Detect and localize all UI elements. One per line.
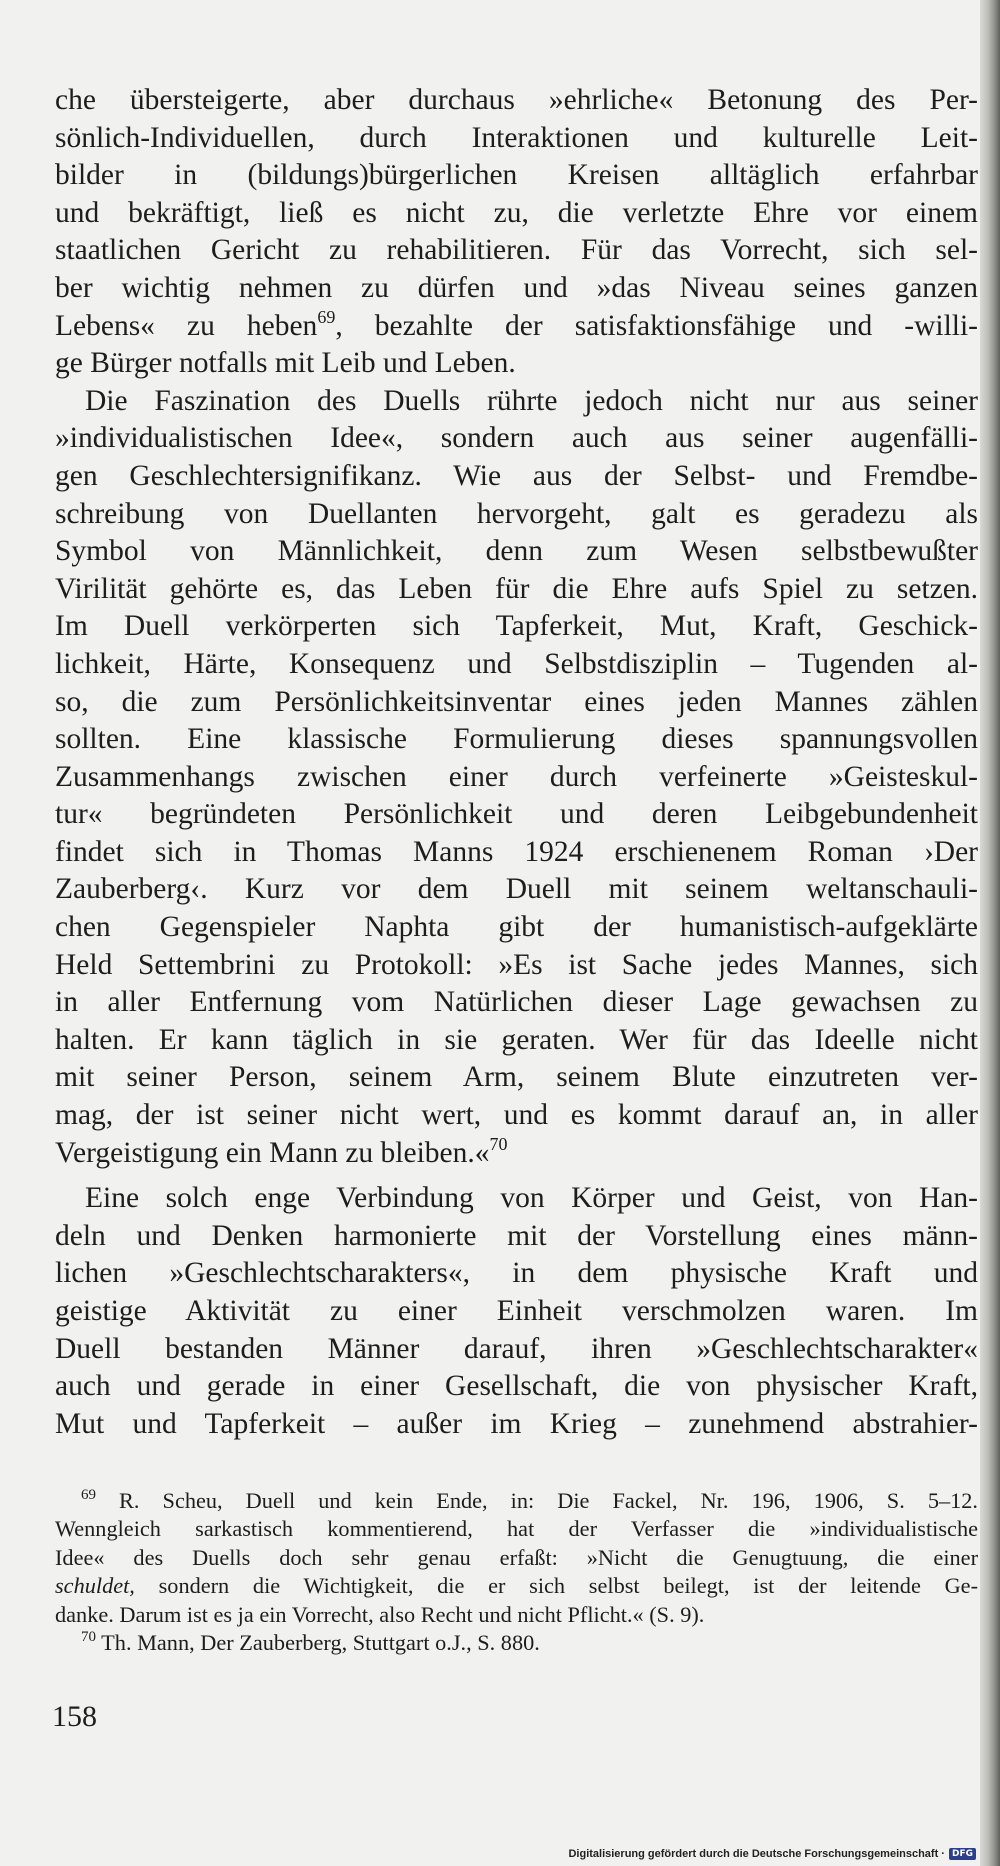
body-line: halten. Er kann täglich in sie geraten. Wer für das Ideelle nicht — [55, 1023, 978, 1056]
body-line — [55, 1135, 978, 1173]
body-line: Die Faszination des Duells rührte jedoch nicht nur aus seiner — [85, 384, 978, 417]
footnote-text: R. Scheu, Duell und kein Ende, in: Die Fackel, Nr. 196, 1906, S. 5–12. — [96, 1488, 978, 1513]
footnote-number: 70 — [81, 1628, 96, 1645]
footnote-ref-70: 70 — [489, 1133, 508, 1154]
footnote-line — [55, 1572, 978, 1600]
body-line: mag, der ist seiner nicht wert, und es kommt darauf an, in aller — [55, 1099, 978, 1132]
body-line: Eine solch enge Verbindung von Körper und Geist, von Han- — [85, 1182, 978, 1215]
body-line: so, die zum Persönlichkeitsinventar eines jeden Mannes zählen — [55, 685, 978, 718]
footnote-line: Idee« des Duells doch sehr genau erfaßt: »Nicht die Genugtuung, die einer — [55, 1544, 978, 1570]
footnote-line: Wenngleich sarkastisch kommentierend, hat der Verfasser die »individualistische — [55, 1516, 978, 1542]
body-line: sönlich-Individuellen, durch Interaktionen und kulturelle Leit- — [55, 121, 978, 154]
page-edge-shadow — [980, 0, 1000, 1866]
body-line: gen Geschlechtersignifikanz. Wie aus der Selbst- und Fremdbe- — [55, 459, 978, 492]
body-line: lichen »Geschlechtscharakters«, in dem physische Kraft und — [55, 1257, 978, 1290]
body-line: lichkeit, Härte, Konsequenz und Selbstdisziplin – Tugenden al- — [55, 647, 978, 680]
body-line: Im Duell verkörperten sich Tapferkeit, Mut, Kraft, Geschick- — [55, 610, 978, 643]
body-line: findet sich in Thomas Manns 1924 erschienenem Roman ›Der — [55, 835, 978, 868]
body-line: Zauberberg‹. Kurz vor dem Duell mit seinem weltanschauli- — [55, 873, 978, 906]
body-line: Held Settembrini zu Protokoll: »Es ist Sache jedes Mannes, sich — [55, 948, 978, 981]
footnote-text: sondern die Wichtigkeit, die er sich selbst beilegt, ist der leitende Ge- — [134, 1573, 978, 1599]
body-line: che übersteigerte, aber durchaus »ehrliche« Betonung des Per- — [55, 84, 978, 116]
body-line: »individualistischen Idee«, sondern auch aus seiner augenfälli- — [55, 422, 978, 455]
page-number: 158 — [52, 1700, 97, 1733]
body-line: Symbol von Männlichkeit, denn zum Wesen selbstbewußter — [55, 535, 978, 568]
body-line: Duell bestanden Männer darauf, ihren »Geschlechtscharakter« — [55, 1332, 978, 1365]
body-line-text: Vergeistigung ein Mann zu bleiben.« — [55, 1136, 490, 1169]
body-line: mit seiner Person, seinem Arm, seinem Blute einzutreten ver- — [55, 1061, 978, 1094]
digitization-credit — [568, 1848, 976, 1860]
body-line: Virilität gehörte es, das Leben für die Ehre aufs Spiel zu setzen. — [55, 572, 978, 605]
footnote-line — [55, 1487, 978, 1515]
body-line: deln und Denken harmonierte mit der Vorstellung eines männ- — [55, 1219, 978, 1252]
body-line-text: , bezahlte der satisfaktionsfähige und -willi- — [335, 309, 978, 342]
footnote-line — [55, 1629, 978, 1657]
credit-text: Digitalisierung gefördert durch die Deutsche Forschungsgemeinschaft · — [568, 1848, 945, 1860]
body-line: geistige Aktivität zu einer Einheit verschmolzen waren. Im — [55, 1295, 978, 1327]
footnote-line: danke. Darum ist es ja ein Vorrecht, also Recht und nicht Pflicht.« (S. 9). — [55, 1601, 705, 1627]
body-line: tur« begründeten Persönlichkeit und deren Leibgebundenheit — [55, 798, 978, 831]
body-line: und bekräftigt, ließ es nicht zu, die verletzte Ehre vor einem — [55, 196, 978, 229]
body-line: Zusammenhangs zwischen einer durch verfeinerte »Geisteskul- — [55, 760, 978, 793]
body-line — [55, 308, 978, 346]
body-line: sollten. Eine klassische Formulierung dieses spannungsvollen — [55, 723, 978, 756]
footnote-text: Th. Mann, Der Zauberberg, Stuttgart o.J., S. 880. — [96, 1629, 540, 1655]
footnotes — [55, 1487, 978, 1657]
body-line: ber wichtig nehmen zu dürfen und »das Niveau seines ganzen — [55, 271, 978, 304]
body-line: Mut und Tapferkeit – außer im Krieg – zunehmend abstrahier- — [55, 1407, 978, 1440]
dfg-logo: DFG — [949, 1848, 976, 1860]
body-line: chen Gegenspieler Naphta gibt der humanistisch-aufgeklärte — [55, 911, 978, 944]
body-line: staatlichen Gericht zu rehabilitieren. Für das Vorrecht, sich sel- — [55, 234, 978, 267]
footnote-number: 69 — [81, 1487, 96, 1503]
body-line: ge Bürger notfalls mit Leib und Leben. — [55, 347, 516, 380]
footnote-ref-69: 69 — [317, 306, 336, 327]
body-line: bilder in (bildungs)bürgerlichen Kreisen alltäglich erfahrbar — [55, 159, 978, 192]
footnote-italic: schuldet, — [55, 1573, 135, 1599]
body-line: auch und gerade in einer Gesellschaft, die von physischer Kraft, — [55, 1370, 978, 1403]
body-text — [55, 82, 978, 1443]
body-line: in aller Entfernung vom Natürlichen dieser Lage gewachsen zu — [55, 986, 978, 1019]
body-line: schreibung von Duellanten hervorgeht, galt es geradezu als — [55, 497, 978, 530]
body-line-text: Lebens« zu heben — [55, 309, 318, 342]
